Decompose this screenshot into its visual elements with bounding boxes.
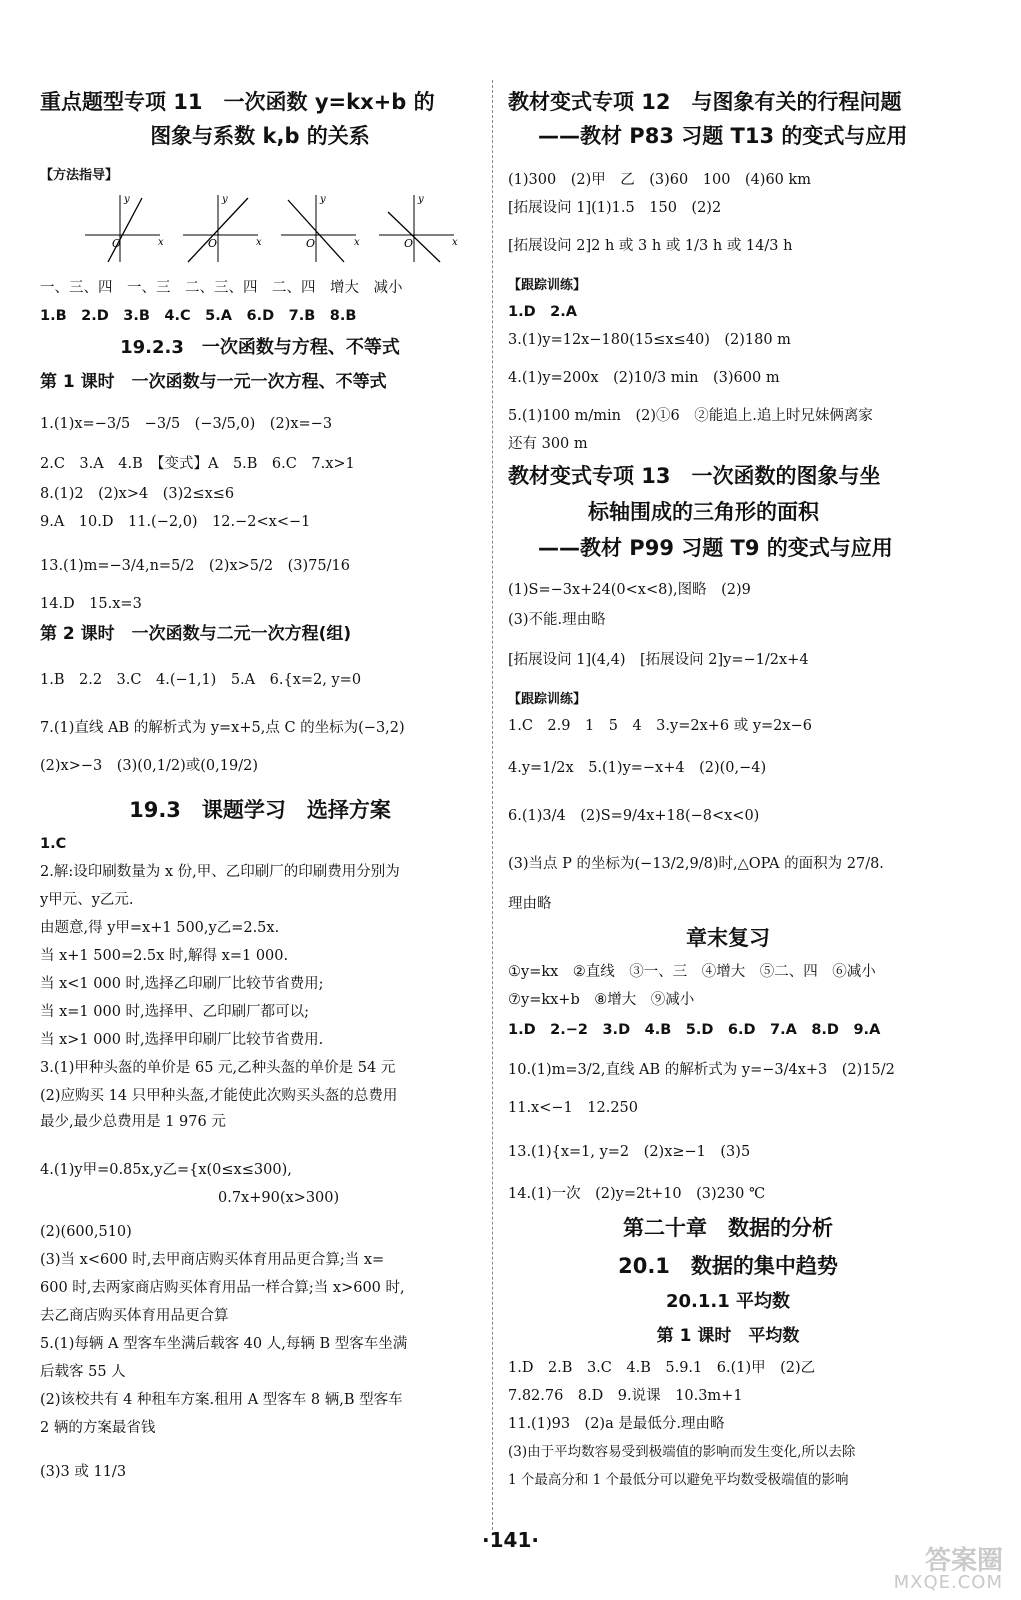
diagram-1: [85, 194, 164, 262]
answer-line: (1)300 (2)甲 乙 (3)60 100 (4)60 km: [508, 172, 812, 188]
answer-line: 600 时,去两家商店购买体育用品一样合算;当 x>600 时,: [40, 1280, 405, 1296]
answer-line: (3)3 或 11/3: [40, 1464, 127, 1480]
answer-line: 13.(1)m=−3/4,n=5/2 (2)x>5/2 (3)75/16: [40, 558, 350, 574]
svg-text:y: y: [418, 194, 424, 205]
answer-line: 11.x<−1 12.250: [508, 1100, 638, 1116]
section-heading-20-1: 20.1 数据的集中趋势: [618, 1254, 838, 1278]
answer-line: 0.7x+90(x>300): [218, 1190, 340, 1206]
section-title-11-line1: 重点题型专项 11 一次函数 y=kx+b 的: [40, 90, 435, 114]
answer-line: 13.(1){x=1, y=2 (2)x≥−1 (3)5: [508, 1144, 751, 1160]
svg-text:O: O: [404, 237, 414, 250]
answer-line: 9.A 10.D 11.(−2,0) 12.−2<x<−1: [40, 514, 311, 530]
answer-line: 1.C 2.9 1 5 4 3.y=2x+6 或 y=2x−6: [508, 718, 812, 734]
section-heading-20-1-1: 20.1.1 平均数: [665, 1291, 791, 1312]
section-heading-19-2-3: 19.2.3 一次函数与方程、不等式: [120, 337, 400, 358]
section-title-12-line1: 教材变式专项 12 与图象有关的行程问题: [508, 90, 902, 114]
svg-text:x: x: [452, 237, 458, 248]
answer-line: (1)S=−3x+24(0<x<8),图略 (2)9: [508, 582, 751, 598]
svg-text:O: O: [208, 237, 218, 250]
answer-line: [拓展设问 1](4,4) [拓展设问 2]y=−1/2x+4: [508, 652, 809, 668]
answer-line: 4.y=1/2x 5.(1)y=−x+4 (2)(0,−4): [508, 760, 767, 776]
section-title-12-line2: ——教材 P83 习题 T13 的变式与应用: [538, 124, 908, 148]
answer-line: 去乙商店购买体育用品更合算: [40, 1308, 229, 1324]
answer-line: (2)该校共有 4 种租车方案.租用 A 型客车 8 辆,B 型客车: [40, 1392, 403, 1408]
svg-text:x: x: [354, 237, 360, 248]
answer-line: (3)由于平均数容易受到极端值的影响而发生变化,所以去除: [508, 1444, 856, 1460]
answer-line: 5.(1)每辆 A 型客车坐满后载客 40 人,每辆 B 型客车坐满: [40, 1336, 408, 1352]
answer-line: 最少,最少总费用是 1 976 元: [40, 1114, 226, 1130]
answer-line: 14.(1)一次 (2)y=2t+10 (3)230 ℃: [508, 1186, 766, 1202]
svg-text:y: y: [320, 194, 326, 205]
answer-line: 当 x=1 000 时,选择甲、乙印刷厂都可以;: [40, 1004, 310, 1020]
answer-line: 1.D 2.A: [508, 304, 577, 320]
section-title-13-line2: 标轴围成的三角形的面积: [588, 500, 819, 524]
section-heading-19-3: 19.3 课题学习 选择方案: [129, 798, 391, 822]
answer-line: 3.(1)y=12x−180(15≤x≤40) (2)180 m: [508, 332, 791, 348]
chapter-20-heading: 第二十章 数据的分析: [623, 1216, 833, 1240]
answer-line: 1.C: [40, 836, 67, 852]
answer-line: 7.82.76 8.D 9.说课 10.3m+1: [508, 1388, 743, 1404]
section-title-13-line3: ——教材 P99 习题 T9 的变式与应用: [538, 536, 893, 560]
answer-line: 还有 300 m: [508, 436, 588, 452]
answer-line: 2.解:设印刷数量为 x 份,甲、乙印刷厂的印刷费用分别为: [40, 864, 400, 880]
method-guide-tag: 【方法指导】: [40, 168, 119, 183]
answer-line: 后载客 55 人: [40, 1364, 126, 1380]
lesson-1-heading: 第 1 课时 一次函数与一元一次方程、不等式: [40, 372, 387, 392]
answer-line: 由题意,得 y甲=x+1 500,y乙=2.5x.: [40, 920, 280, 936]
svg-text:y: y: [124, 194, 130, 205]
follow-up-training-tag: 【跟踪训练】: [508, 278, 587, 293]
answer-line: 10.(1)m=3/2,直线 AB 的解析式为 y=−3/4x+3 (2)15/2: [508, 1062, 895, 1078]
answer-line: ⑦y=kx+b ⑧增大 ⑨减小: [508, 992, 695, 1008]
quadrant-answers: 一、三、四 一、三 二、三、四 二、四 增大 减小: [40, 280, 403, 296]
watermark-url: MXQE.COM: [893, 1572, 1003, 1593]
answer-line: ①y=kx ②直线 ③一、三 ④增大 ⑤二、四 ⑥减小: [508, 964, 876, 980]
answer-line: 2 辆的方案最省钱: [40, 1420, 156, 1436]
answer-line: [拓展设问 2]2 h 或 3 h 或 1/3 h 或 14/3 h: [508, 238, 793, 254]
answer-line: 2.C 3.A 4.B 【变式】A 5.B 6.C 7.x>1: [40, 456, 355, 472]
answer-line: 5.(1)100 m/min (2)①6 ②能追上.追上时兄妹俩离家: [508, 408, 873, 424]
diagram-2: [183, 194, 262, 262]
answer-line: 当 x>1 000 时,选择甲印刷厂比较节省费用.: [40, 1032, 324, 1048]
svg-text:x: x: [256, 237, 262, 248]
svg-text:O: O: [112, 237, 122, 250]
answer-line: 1.B 2.D 3.B 4.C 5.A 6.D 7.B 8.B: [40, 308, 357, 324]
answer-line: (3)不能.理由略: [508, 612, 606, 628]
answer-line: 1.B 2.2 3.C 4.(−1,1) 5.A 6.{x=2, y=0: [40, 672, 362, 688]
answer-line: (3)当点 P 的坐标为(−13/2,9/8)时,△OPA 的面积为 27/8.: [508, 856, 884, 872]
slope-diagrams: [80, 190, 480, 265]
answer-line: 11.(1)93 (2)a 是最低分.理由略: [508, 1416, 725, 1432]
column-divider: [492, 80, 494, 1530]
answer-line: 8.(1)2 (2)x>4 (3)2≤x≤6: [40, 486, 235, 502]
answer-line: 4.(1)y甲=0.85x,y乙={x(0≤x≤300),: [40, 1162, 292, 1178]
answer-line: 当 x<1 000 时,选择乙印刷厂比较节省费用;: [40, 976, 324, 992]
answer-line: [拓展设问 1](1)1.5 150 (2)2: [508, 200, 722, 216]
answer-line: 1.(1)x=−3/5 −3/5 (−3/5,0) (2)x=−3: [40, 416, 333, 432]
answer-line: 6.(1)3/4 (2)S=9/4x+18(−8<x<0): [508, 808, 760, 824]
answer-line: y甲元、y乙元.: [40, 892, 134, 908]
svg-text:y: y: [222, 194, 228, 205]
answer-line: (2)应购买 14 只甲种头盔,才能使此次购买头盔的总费用: [40, 1088, 398, 1104]
answer-line: (3)当 x<600 时,去甲商店购买体育用品更合算;当 x=: [40, 1252, 385, 1268]
answer-line: 当 x+1 500=2.5x 时,解得 x=1 000.: [40, 948, 289, 964]
answer-line: 1.D 2.B 3.C 4.B 5.9.1 6.(1)甲 (2)乙: [508, 1360, 816, 1376]
answer-line: 4.(1)y=200x (2)10/3 min (3)600 m: [508, 370, 780, 386]
answer-line: 理由略: [508, 896, 552, 912]
answer-line: 3.(1)甲种头盔的单价是 65 元,乙种头盔的单价是 54 元: [40, 1060, 396, 1076]
watermark-logo: 答案圈: [924, 1546, 1003, 1576]
answer-line: (2)x>−3 (3)(0,1/2)或(0,19/2): [40, 758, 258, 774]
diagram-4: [379, 194, 458, 262]
svg-text:O: O: [306, 237, 316, 250]
follow-up-training-tag: 【跟踪训练】: [508, 692, 587, 707]
answer-line: (2)(600,510): [40, 1224, 132, 1240]
chapter-review-heading: 章末复习: [686, 926, 770, 950]
page-number: ·141·: [482, 1528, 539, 1552]
section-title-13-line1: 教材变式专项 13 一次函数的图象与坐: [508, 464, 881, 488]
answer-line: 7.(1)直线 AB 的解析式为 y=x+5,点 C 的坐标为(−3,2): [40, 720, 405, 736]
diagram-3: [281, 194, 360, 262]
answer-line: 14.D 15.x=3: [40, 596, 142, 612]
answer-line: 1 个最高分和 1 个最低分可以避免平均数受极端值的影响: [508, 1472, 849, 1488]
lesson-2-heading: 第 2 课时 一次函数与二元一次方程(组): [40, 624, 352, 644]
section-title-11-line2: 图象与系数 k,b 的关系: [150, 124, 370, 148]
answer-line: 1.D 2.−2 3.D 4.B 5.D 6.D 7.A 8.D 9.A: [508, 1022, 881, 1038]
lesson-average-heading: 第 1 课时 平均数: [656, 1326, 800, 1346]
svg-text:x: x: [158, 237, 164, 248]
